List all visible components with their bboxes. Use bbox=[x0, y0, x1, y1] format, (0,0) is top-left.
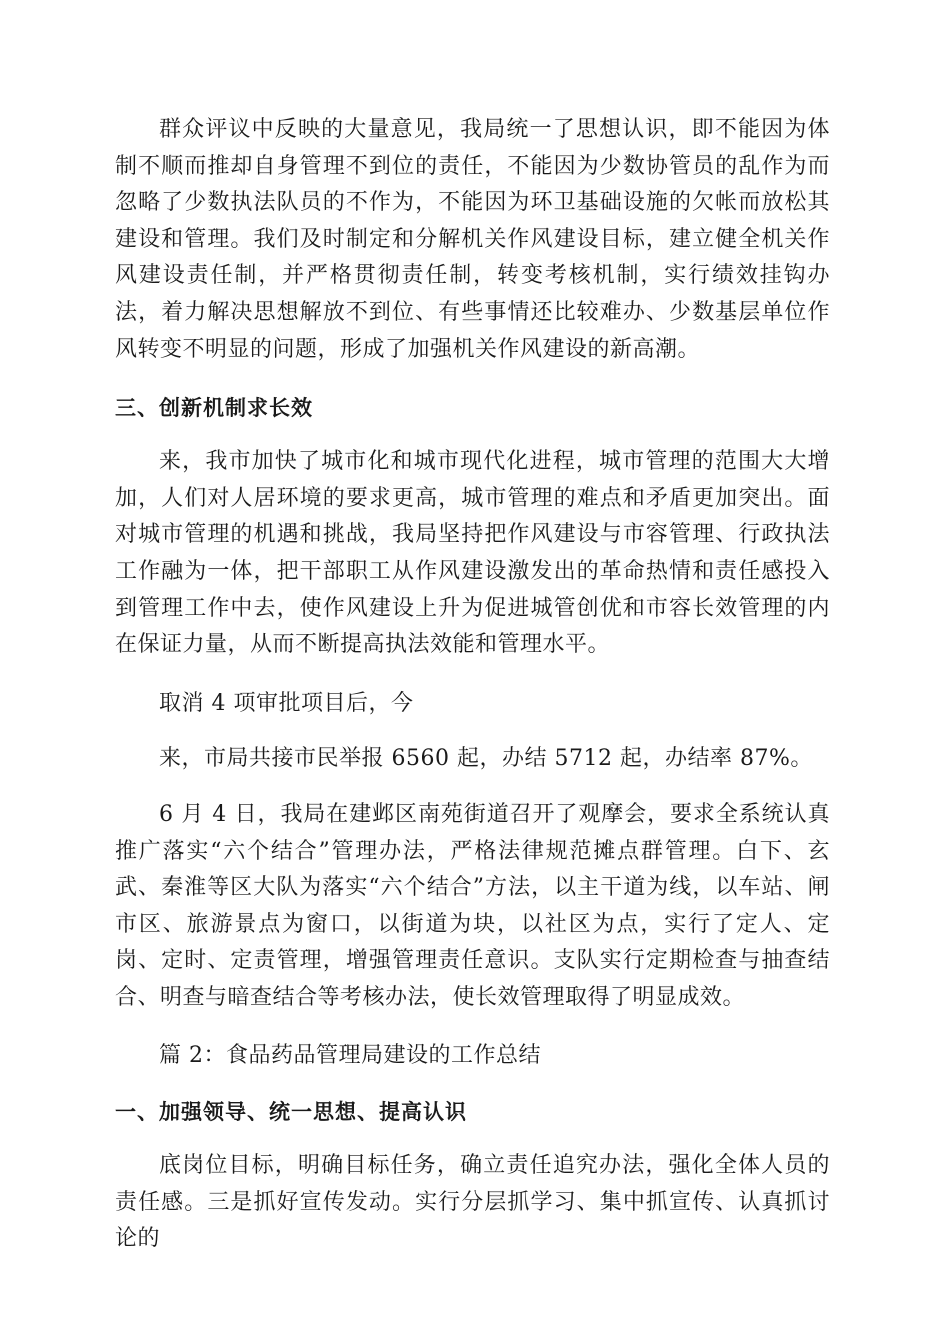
body-paragraph: 来，我市加快了城市化和城市现代化进程，城市管理的范围大大增加，人们对人居环境的要求更高，城市管理的难点和矛盾更加突出。面对城市管理的机遇和挑战，我局坚持把作风建设与市容管理、行政执法工作融为一体，把干部职工从作风建设激发出的革命热情和责任感投入到管理工作中去，使作风建设上升为促进城管创优和市容长效管理的内在保证力量，从而不断提高执法效能和管理水平。 bbox=[115, 449, 830, 658]
body-paragraph: 6 月 4 日，我局在建邺区南苑街道召开了观摩会，要求全系统认真推广落实“六个结合”管理办法，严格法律规范摊点群管理。白下、玄武、秦淮等区大队为落实“六个结合”方法，以主干道为线，以车站、闸市区、旅游景点为窗口，以街道为块，以社区为点，实行了定人、定岗、定时、定责管理，增强管理责任意识。支队实行定期检查与抽查结合、明查与暗查结合等考核办法，使长效管理取得了明显成效。 bbox=[115, 801, 830, 1010]
body-paragraph: 底岗位目标，明确目标任务，确立责任追究办法，强化全体人员的责任感。三是抓好宣传发动。实行分层抓学习、集中抓宣传、认真抓讨论的 bbox=[115, 1153, 830, 1252]
article-title: 篇 2：食品药品管理局建设的工作总结 bbox=[159, 1043, 541, 1069]
body-paragraph: 取消 4 项审批项目后，今 bbox=[159, 690, 414, 716]
body-paragraph: 群众评议中反映的大量意见，我局统一了思想认识，即不能因为体制不顺而推却自身管理不到位的责任，不能因为少数协管员的乱作为而忽略了少数执法队员的不作为，不能因为环卫基础设施的欠帐而放松其建设和管理。我们及时制定和分解机关作风建设目标，建立健全机关作风建设责任制，并严格贯彻责任制，转变考核机制，实行绩效挂钩办法，着力解决思想解放不到位、有些事情还比较难办、少数基层单位作风转变不明显的问题，形成了加强机关作风建设的新高潮。 bbox=[115, 117, 830, 362]
section-heading: 三、创新机制求长效 bbox=[115, 396, 313, 421]
section-heading: 一、加强领导、统一思想、提高认识 bbox=[115, 1100, 467, 1125]
body-paragraph: 来，市局共接市民举报 6560 起，办结 5712 起，办结率 87%。 bbox=[159, 746, 813, 772]
